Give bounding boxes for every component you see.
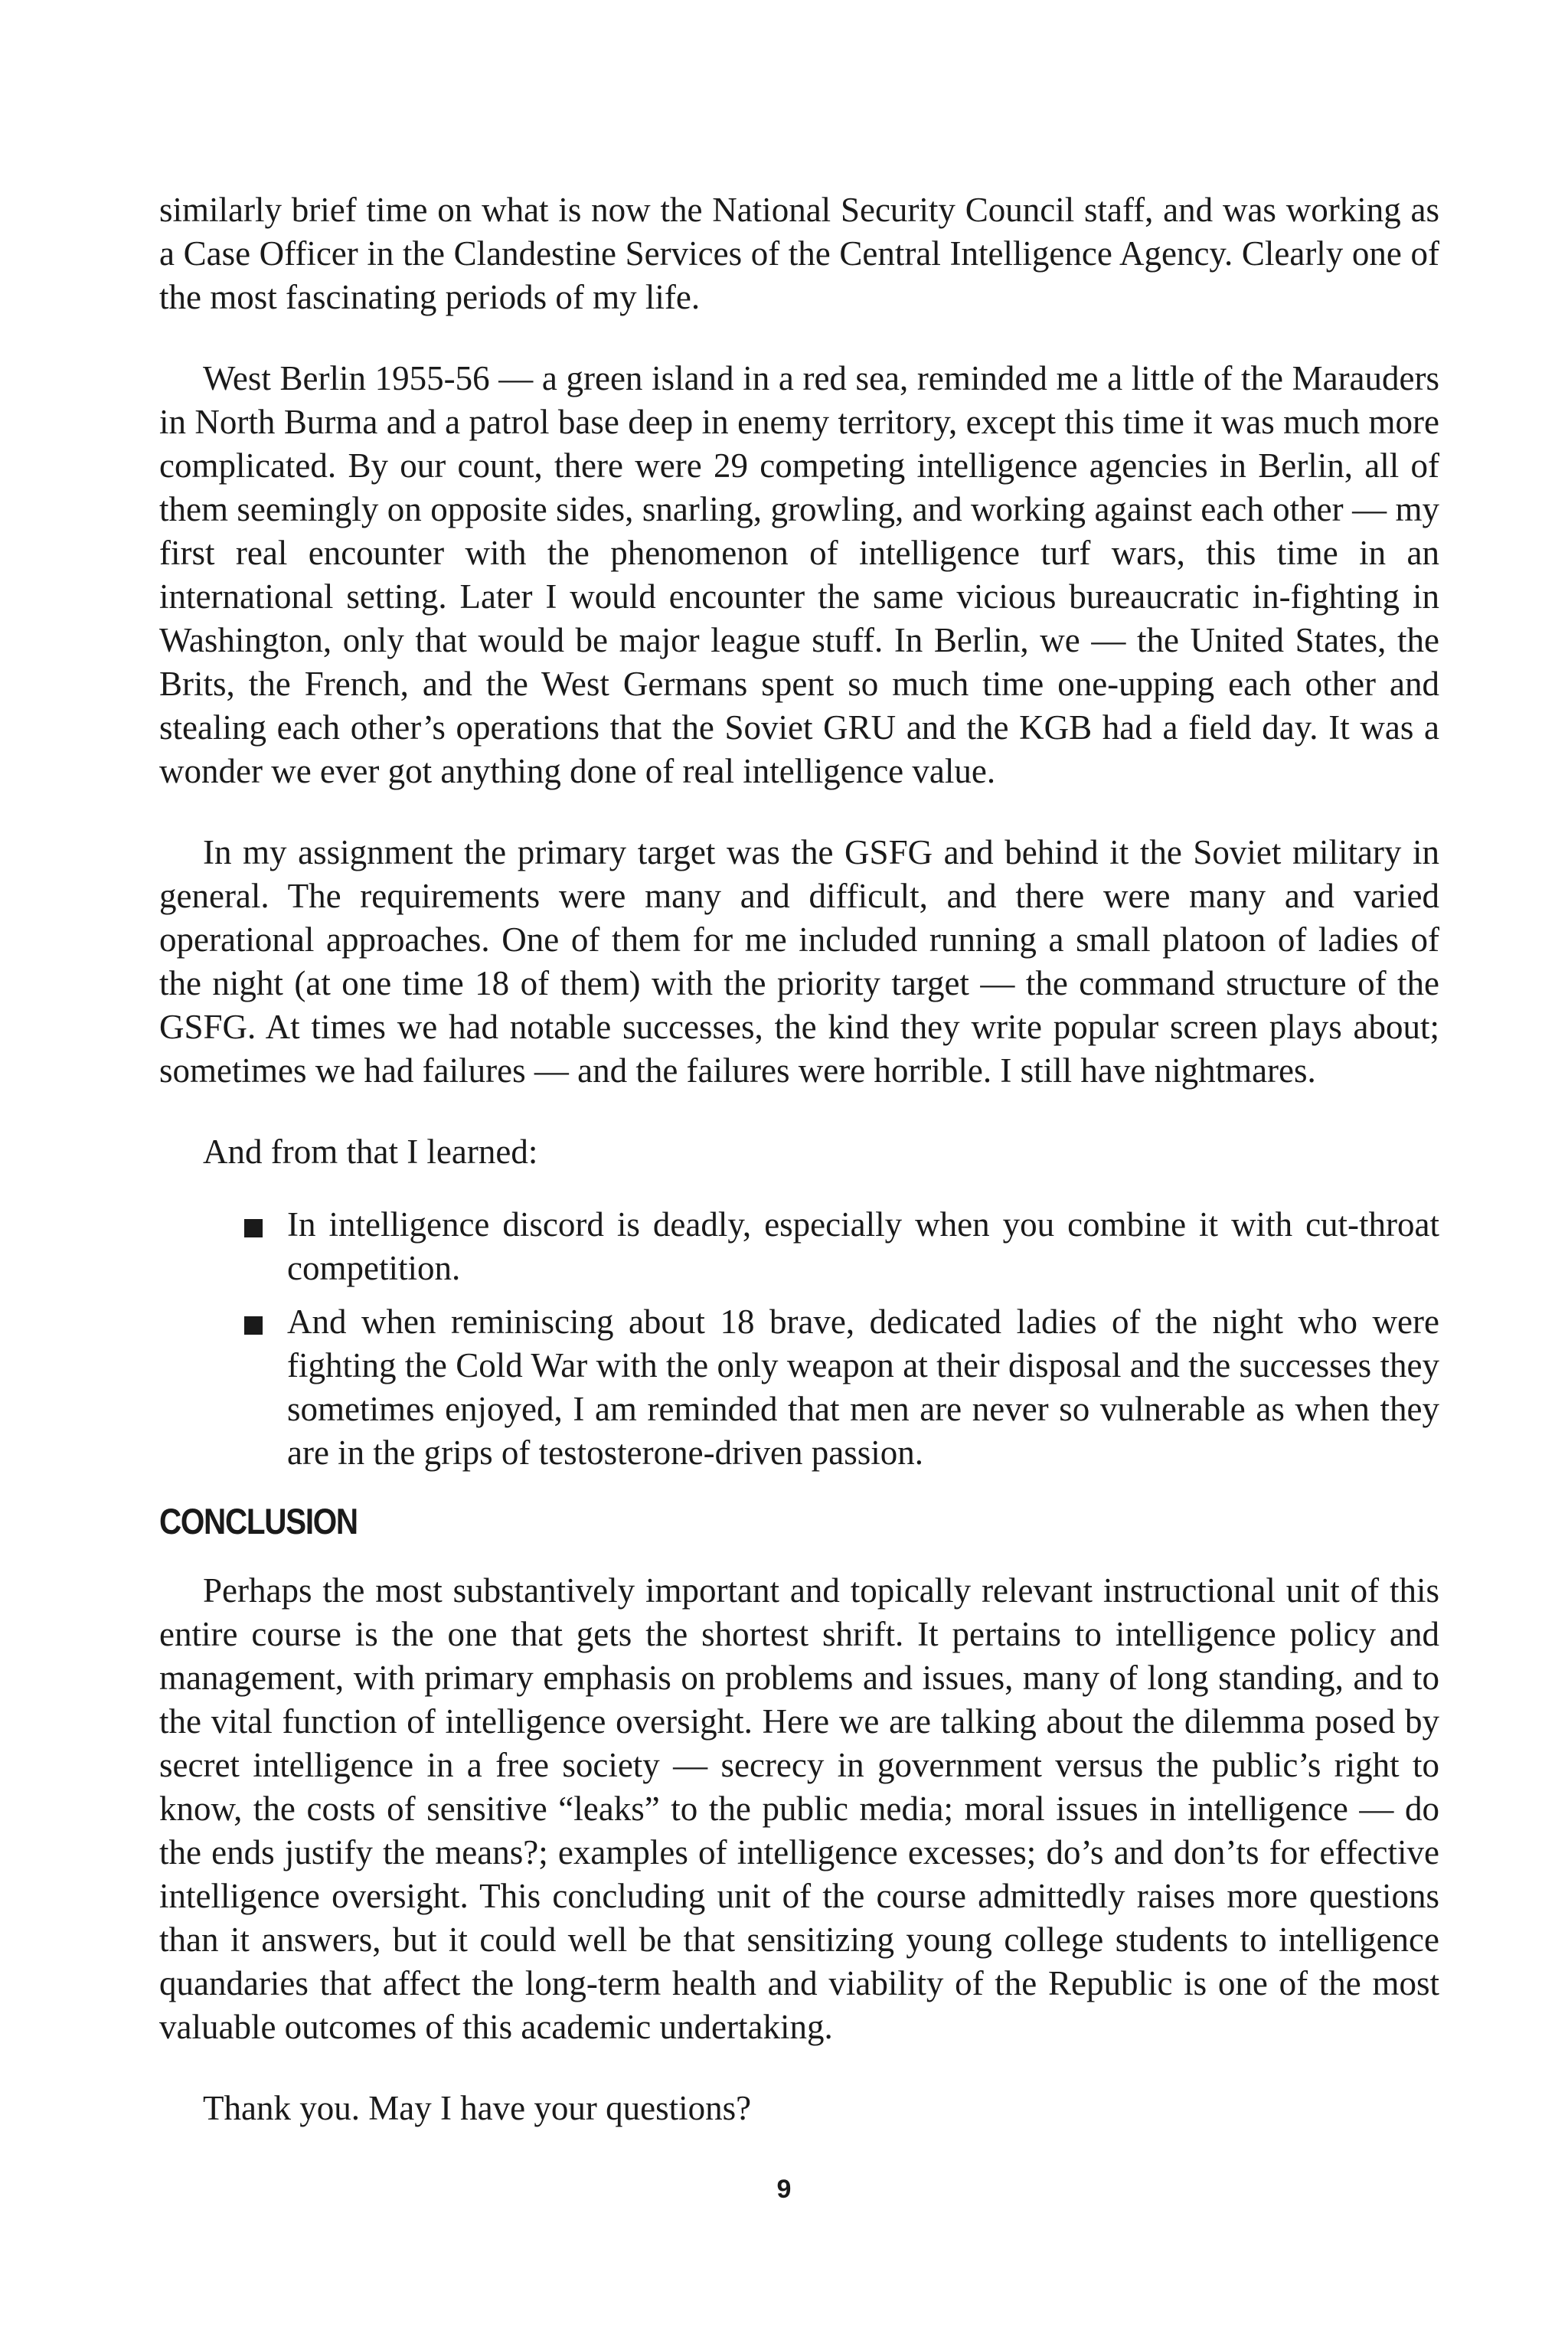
paragraph-closing: Thank you. May I have your questions?	[203, 2089, 752, 2127]
paragraph-west-berlin: West Berlin 1955-56 — a green island in a red sea, reminded me a little of the Marauders in North Burma and a patrol base deep in enemy territory, except this time it was much more complicated. By our count, there were 29 competing intelligence agencies in Berlin, all of them seemingly on opposite sides, snarling, growling, and working against each other — my first real encounter with the phenomenon of intelligence turf wars, this time in an international setting. Later I would encounter the same vicious bureaucratic in-fighting in Washington, only that would be major league stuff. In Berlin, we — the United States, the Brits, the French, and the West Germans spent so much time one-upping each other and stealing each other’s operations that the Soviet GRU and the KGB had a field day. It was a wonder we ever got anything done of real intelligence value.	[159, 359, 1439, 790]
square-bullet-icon	[244, 1316, 263, 1335]
list-item	[287, 1203, 1439, 1290]
list-item-text: In intelligence discord is deadly, especially when you combine it with cut-throat competition.	[287, 1205, 1439, 1287]
paragraph-assignment: In my assignment the primary target was the GSFG and behind it the Soviet military in general. The requirements were many and difficult, and there were many and varied operational approaches. One of them for me included running a small platoon of ladies of the night (at one time 18 of them) with the priority target — the command structure of the GSFG. At times we had notable successes, the kind they write popular screen plays about; sometimes we had failures — and the failures were horrible. I still have nightmares.	[159, 833, 1439, 1090]
section-heading-conclusion: CONCLUSION	[159, 1501, 358, 1541]
lessons-list	[159, 1203, 1439, 1475]
list-item-text: And when reminiscing about 18 brave, dedicated ladies of the night who were fighting the Cold War with the only weapon at their disposal and the successes they sometimes enjoyed, I am reminded that men are never so vulnerable as when they are in the grips of testosterone-driven passion.	[287, 1303, 1439, 1472]
square-bullet-icon	[244, 1219, 263, 1237]
page-body	[159, 188, 1439, 2168]
paragraph-conclusion: Perhaps the most substantively important and topically relevant instructional unit of this entire course is the one that gets the shortest shrift. It pertains to intelligence policy and management, with primary emphasis on problems and issues, many of long standing, and to the vital function of intelligence oversight. Here we are talking about the dilemma posed by secret intelligence in a free society — secrecy in government versus the public’s right to know, the costs of sensitive “leaks” to the public media; moral issues in intelligence — do the ends justify the means?; examples of intelligence excesses; do’s and don’ts for effective intelligence oversight. This concluding unit of the course admittedly raises more questions than it answers, but it could well be that sensitizing young college students to intelligence quandaries that affect the long-term health and viability of the Republic is one of the most valuable outcomes of this academic undertaking.	[159, 1571, 1439, 2046]
paragraph-continuation: similarly brief time on what is now the National Security Council staff, and was working as a Case Officer in the Clandestine Services of the Central Intelligence Agency. Clearly one of the most fascinating periods of my life.	[159, 191, 1439, 316]
page-number: 9	[776, 2175, 792, 2204]
list-item	[287, 1300, 1439, 1475]
paragraph-lessons-intro: And from that I learned:	[203, 1133, 538, 1171]
